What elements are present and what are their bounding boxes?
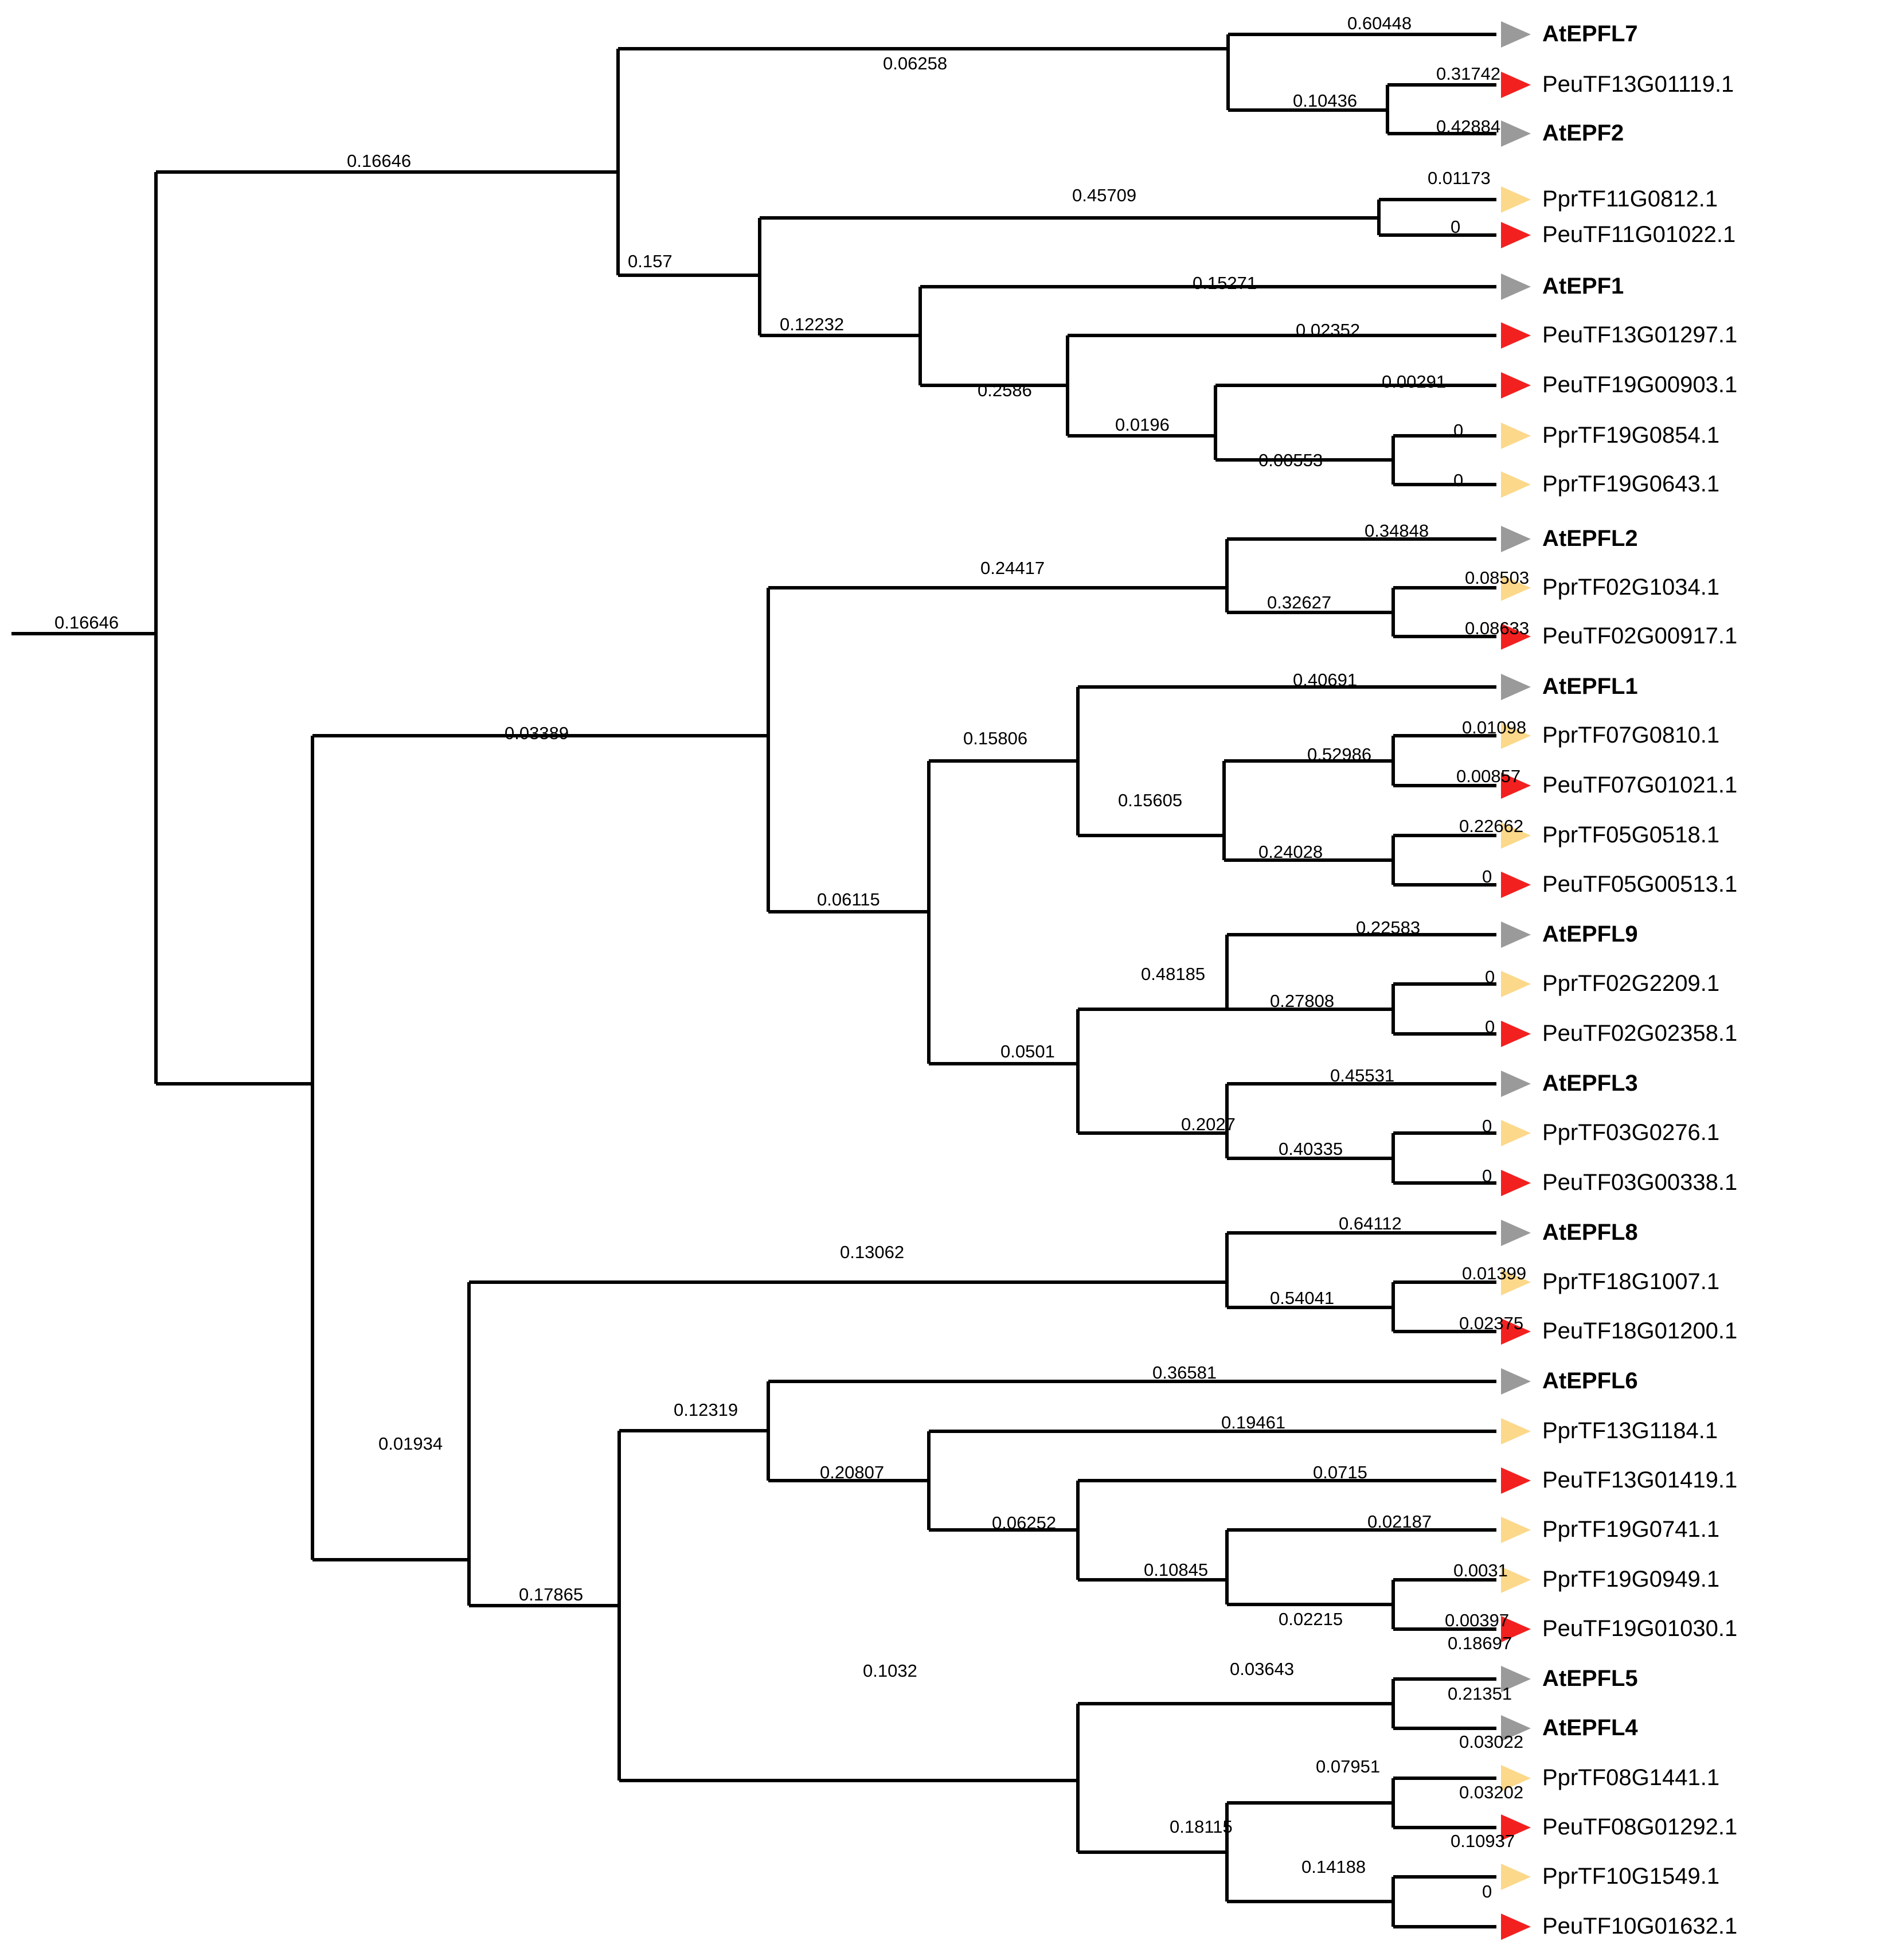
leaf-label: PprTF13G1184.1 — [1542, 1418, 1718, 1443]
leaf-label: PeuTF05G00513.1 — [1542, 872, 1738, 897]
leaf-label: AtEPFL4 — [1542, 1715, 1638, 1740]
branch-length-label: 0.31742 — [1436, 64, 1501, 84]
branch-length-label: 0.02352 — [1296, 320, 1361, 340]
leaf-label: AtEPFL3 — [1542, 1071, 1638, 1096]
leaf-label: AtEPFL5 — [1542, 1666, 1638, 1691]
leaf-label: PprTF19G0741.1 — [1542, 1517, 1720, 1542]
red-arrow — [1501, 1170, 1531, 1196]
leaf-label: PeuTF07G01021.1 — [1542, 772, 1738, 798]
branch-length-label: 0 — [1485, 967, 1495, 987]
grey-arrow — [1501, 922, 1531, 948]
branch-length-label: 0.15271 — [1193, 273, 1257, 293]
branch-length-label: 0.16646 — [347, 151, 412, 171]
leaf-label: PeuTF13G01419.1 — [1542, 1467, 1738, 1493]
branch-length-label: 0.24417 — [980, 558, 1045, 578]
grey-arrow — [1501, 674, 1531, 700]
branch-length-label: 0.02215 — [1279, 1609, 1343, 1629]
leaf-label: PprTF07G0810.1 — [1542, 723, 1720, 748]
leaf-label: AtEPFL6 — [1542, 1368, 1638, 1393]
leaf-label: PprTF02G2209.1 — [1542, 971, 1720, 996]
branch-length-label: 0 — [1453, 420, 1464, 440]
branch-length-label: 0.2027 — [1181, 1114, 1236, 1134]
branch-length-label: 0.40691 — [1293, 670, 1358, 690]
grey-arrow — [1501, 274, 1531, 300]
branch-length-label: 0.42884 — [1436, 116, 1501, 136]
branch-length-label: 0.00553 — [1258, 450, 1323, 470]
yellow-arrow — [1501, 1864, 1531, 1890]
yellow-arrow — [1501, 1120, 1531, 1146]
branch-length-label: 0.02187 — [1367, 1512, 1432, 1532]
branch-length-label: 0.0031 — [1453, 1560, 1508, 1580]
branch-length-label: 0.01399 — [1462, 1263, 1527, 1283]
branch-length-label: 0.40335 — [1279, 1139, 1343, 1159]
yellow-arrow — [1501, 1418, 1531, 1444]
leaf-label: PprTF02G1034.1 — [1542, 575, 1720, 600]
red-arrow — [1501, 72, 1531, 98]
branch-length-label: 0.18697 — [1448, 1633, 1512, 1653]
grey-arrow — [1501, 1220, 1531, 1246]
branch-length-label: 0.17865 — [519, 1584, 584, 1604]
branch-length-label: 0.48185 — [1141, 964, 1206, 984]
branch-length-label: 0.00857 — [1456, 766, 1521, 786]
branch-length-label: 0.27808 — [1270, 991, 1335, 1011]
branch-length-label: 0.03202 — [1459, 1782, 1524, 1802]
branch-length-label: 0.15806 — [963, 728, 1028, 748]
branch-length-label: 0.20807 — [820, 1462, 885, 1482]
leaf-label: PprTF10G1549.1 — [1542, 1864, 1720, 1889]
branch-length-label: 0.06252 — [992, 1513, 1057, 1533]
branch-length-label: 0.14188 — [1301, 1857, 1366, 1877]
leaf-label: PeuTF19G00903.1 — [1542, 372, 1738, 397]
leaf-label: PeuTF13G01119.1 — [1542, 72, 1734, 97]
leaf-label: PeuTF03G00338.1 — [1542, 1170, 1738, 1195]
branch-length-label: 0.32627 — [1267, 592, 1332, 612]
grey-arrow — [1501, 526, 1531, 552]
branch-length-label: 0.34848 — [1365, 521, 1429, 541]
yellow-arrow — [1501, 186, 1531, 213]
leaf-label: AtEPFL1 — [1542, 674, 1638, 699]
leaf-label: AtEPF2 — [1542, 120, 1624, 146]
branch-length-label: 0.03643 — [1230, 1659, 1295, 1679]
branch-length-label: 0.03389 — [505, 723, 569, 743]
leaf-label: PprTF11G0812.1 — [1542, 186, 1718, 212]
branch-length-label: 0.19461 — [1221, 1412, 1286, 1432]
branch-length-label: 0.08633 — [1465, 618, 1530, 638]
leaf-label: PprTF08G1441.1 — [1542, 1765, 1720, 1790]
branch-length-label: 0.45531 — [1330, 1065, 1395, 1086]
branch-length-label: 0.60448 — [1347, 13, 1412, 33]
red-arrow — [1501, 222, 1531, 248]
branch-length-label: 0.64112 — [1339, 1213, 1402, 1233]
red-arrow — [1501, 1467, 1531, 1494]
branch-length-label: 0.157 — [628, 251, 673, 271]
grey-arrow — [1501, 21, 1531, 48]
leaf-label: PprTF05G0518.1 — [1542, 822, 1720, 848]
branch-length-label: 0 — [1485, 1017, 1495, 1037]
red-arrow — [1501, 1021, 1531, 1047]
leaf-label: PprTF19G0949.1 — [1542, 1567, 1720, 1592]
leaf-label: AtEPFL7 — [1542, 21, 1638, 46]
leaf-label: PeuTF13G01297.1 — [1542, 322, 1738, 348]
red-arrow — [1501, 872, 1531, 898]
branch-length-label: 0.01934 — [378, 1434, 443, 1454]
leaf-label: AtEPFL8 — [1542, 1220, 1638, 1245]
branch-length-label: 0.0715 — [1313, 1462, 1367, 1482]
branch-length-label: 0.02375 — [1459, 1313, 1524, 1333]
branch-length-label: 0.15605 — [1118, 790, 1183, 810]
branch-length-label: 0.18115 — [1170, 1817, 1233, 1837]
leaf-label: PeuTF08G01292.1 — [1542, 1814, 1738, 1840]
branch-length-label: 0 — [1482, 1166, 1492, 1186]
leaf-label: PprTF18G1007.1 — [1542, 1269, 1720, 1294]
branch-length-label: 0.36581 — [1152, 1362, 1217, 1383]
branch-length-label: 0.21351 — [1448, 1684, 1512, 1704]
red-arrow — [1501, 372, 1531, 399]
grey-arrow — [1501, 120, 1531, 147]
yellow-arrow — [1501, 423, 1531, 449]
leaf-label: PprTF19G0643.1 — [1542, 471, 1720, 497]
branch-length-label: 0.01098 — [1462, 717, 1527, 737]
leaf-label: PeuTF02G02358.1 — [1542, 1021, 1738, 1046]
yellow-arrow — [1501, 971, 1531, 997]
leaf-label: AtEPF1 — [1542, 274, 1624, 299]
branch-length-label: 0.00291 — [1382, 372, 1447, 392]
grey-arrow — [1501, 1368, 1531, 1395]
branch-length-label: 0.0501 — [1000, 1041, 1055, 1061]
branch-length-label: 0.12319 — [674, 1400, 738, 1420]
branch-length-label: 0.52986 — [1307, 744, 1372, 764]
branch-length-label: 0.24028 — [1258, 842, 1323, 862]
branch-length-label: 0.10845 — [1144, 1560, 1209, 1580]
branch-length-label: 0.10436 — [1293, 91, 1358, 111]
leaf-label: AtEPFL2 — [1542, 526, 1638, 551]
branch-length-label: 0 — [1451, 217, 1461, 237]
branch-length-label: 0.22583 — [1356, 917, 1421, 938]
branch-length-label: 0.01173 — [1428, 168, 1491, 188]
leaf-label: PeuTF18G01200.1 — [1542, 1318, 1738, 1344]
branch-length-label: 0.06115 — [817, 889, 880, 909]
branch-length-label: 0.16646 — [54, 612, 119, 632]
leaf-label: PeuTF19G01030.1 — [1542, 1616, 1738, 1641]
branch-length-label: 0.07951 — [1316, 1756, 1381, 1777]
branch-length-label: 0 — [1482, 1116, 1492, 1136]
leaf-label: PprTF19G0854.1 — [1542, 423, 1720, 448]
branch-length-label: 0.08503 — [1465, 568, 1530, 588]
branch-length-label: 0.22662 — [1459, 816, 1524, 836]
yellow-arrow — [1501, 1517, 1531, 1543]
branch-length-label: 0 — [1482, 866, 1492, 887]
leaf-label: PeuTF11G01022.1 — [1542, 222, 1736, 247]
red-arrow — [1501, 322, 1531, 349]
branch-length-label: 0.12232 — [780, 314, 845, 334]
branch-length-label: 0.03022 — [1459, 1732, 1524, 1752]
yellow-arrow — [1501, 471, 1531, 498]
leaf-label: PeuTF10G01632.1 — [1542, 1914, 1738, 1939]
branch-length-label: 0.54041 — [1270, 1288, 1335, 1308]
branch-length-label: 0.13062 — [840, 1242, 905, 1262]
branch-length-label: 0 — [1453, 470, 1464, 490]
branch-length-label: 0.00397 — [1445, 1610, 1510, 1630]
branch-length-label: 0.0196 — [1115, 415, 1170, 435]
branch-length-label: 0.06258 — [883, 53, 948, 73]
leaf-label: AtEPFL9 — [1542, 922, 1638, 947]
branch-length-label: 0.10937 — [1451, 1831, 1515, 1851]
branch-length-label: 0.2586 — [978, 380, 1032, 400]
branch-length-label: 0.1032 — [863, 1661, 917, 1681]
branch-length-label: 0.45709 — [1072, 185, 1137, 205]
red-arrow — [1501, 1914, 1531, 1940]
leaf-label: PprTF03G0276.1 — [1542, 1120, 1720, 1145]
leaf-label: PeuTF02G00917.1 — [1542, 623, 1738, 649]
grey-arrow — [1501, 1071, 1531, 1097]
branch-length-label: 0 — [1482, 1881, 1492, 1902]
